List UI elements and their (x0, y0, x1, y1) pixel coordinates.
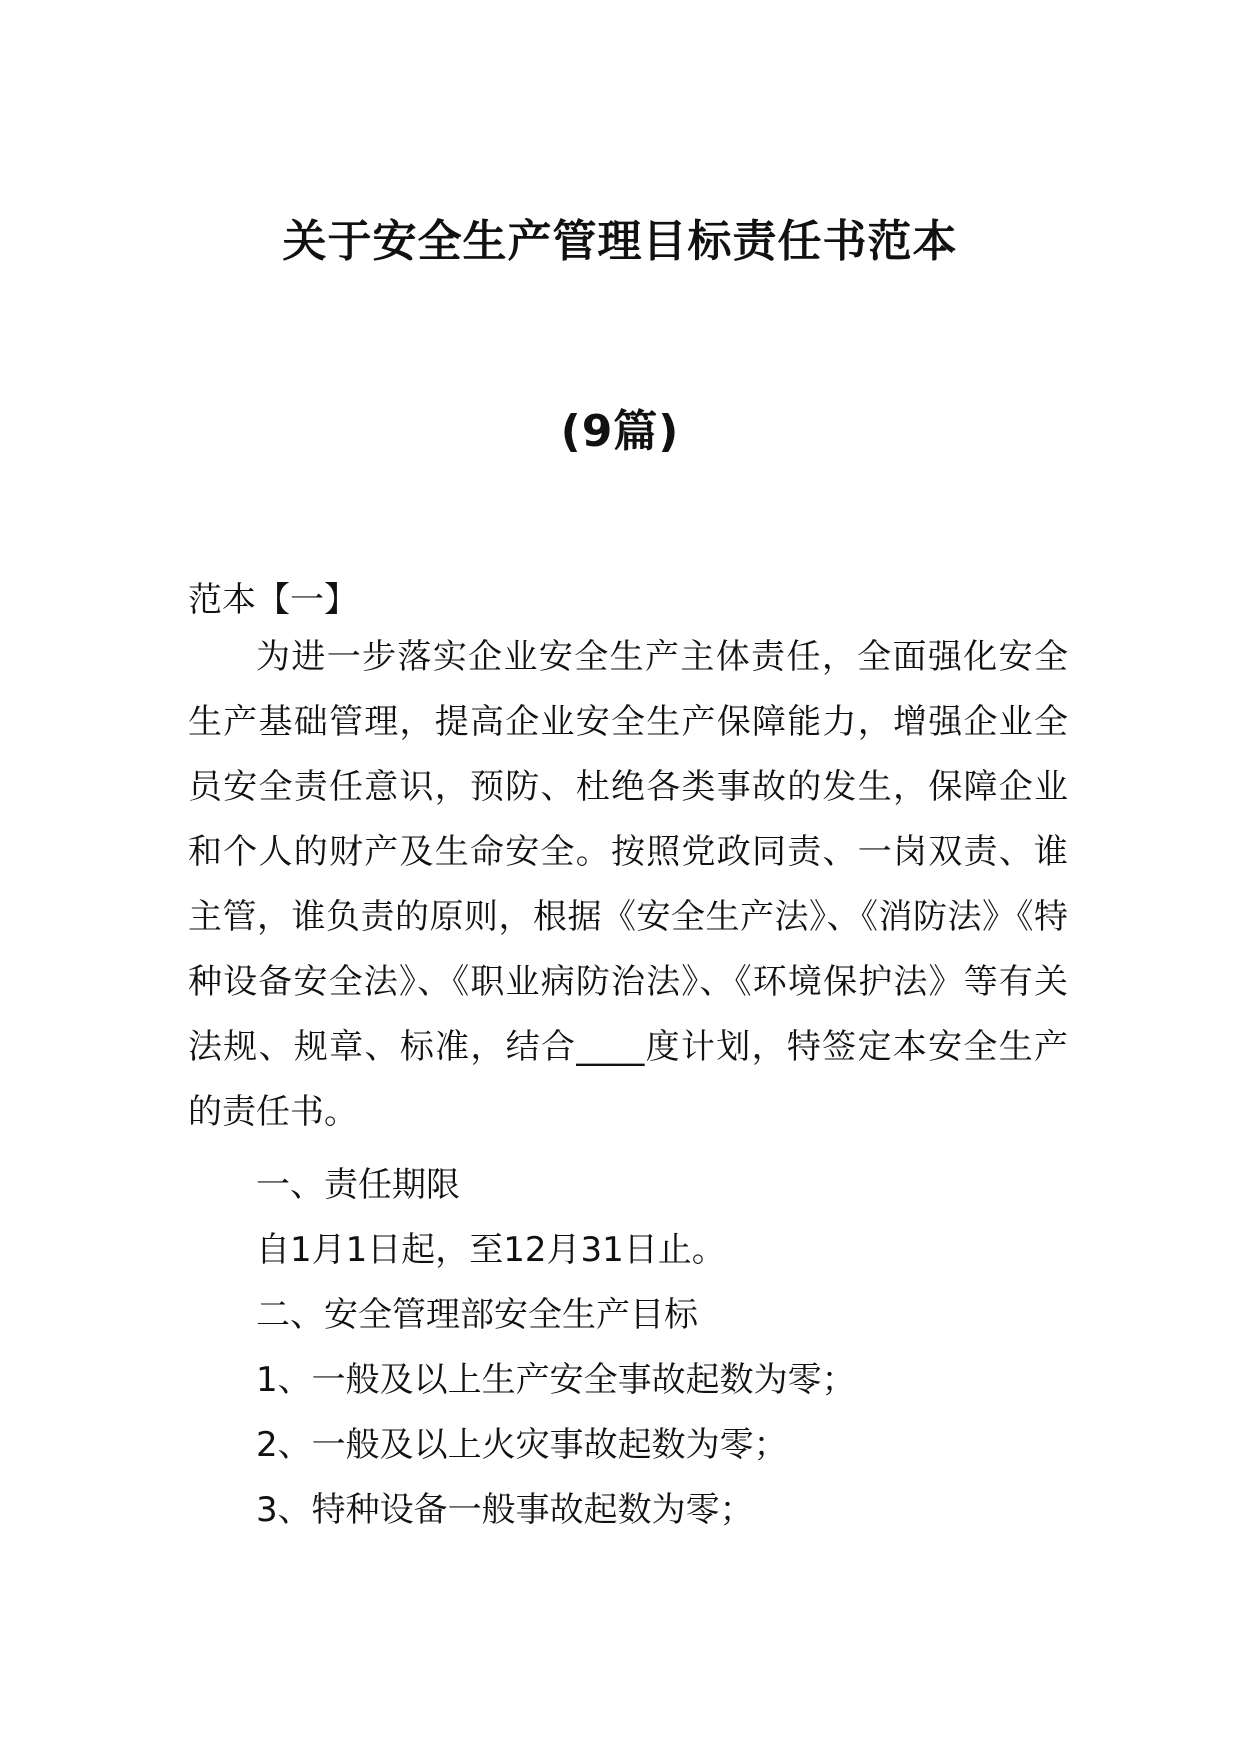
goal-item: 1、一般及以上生产安全事故起数为零； (256, 1360, 856, 1400)
term-text: 自1月1日起，至12月31日止。 (256, 1230, 726, 1270)
document-title: 关于安全生产管理目标责任书范本 (282, 216, 958, 267)
goals-heading: 二、安全管理部安全生产目标 (256, 1295, 698, 1335)
goal-item: 3、特种设备一般事故起数为零； (256, 1490, 754, 1530)
section-label: 范本【一】 (188, 580, 358, 620)
document-subtitle: (9篇) (560, 406, 680, 457)
term-heading: 一、责任期限 (256, 1165, 460, 1205)
intro-paragraph: 为进一步落实企业安全生产主体责任，全面强化安全生产基础管理，提高企业安全生产保障能力，增强企业全员安全责任意识，预防、杜绝各类事故的发生，保障企业和个人的财产及生命安全。按照党政同责、一岗双责、谁主管，谁负责的原则，根据《安全生产法》、《消防法》《特种设备安全法》、《职业病防治法》、《环境保护法》等有关法规、规章、标准，结合____度计划，特签定本安全生产的责任书。 (188, 637, 1068, 1132)
goal-item: 2、一般及以上火灾事故起数为零； (256, 1425, 788, 1465)
